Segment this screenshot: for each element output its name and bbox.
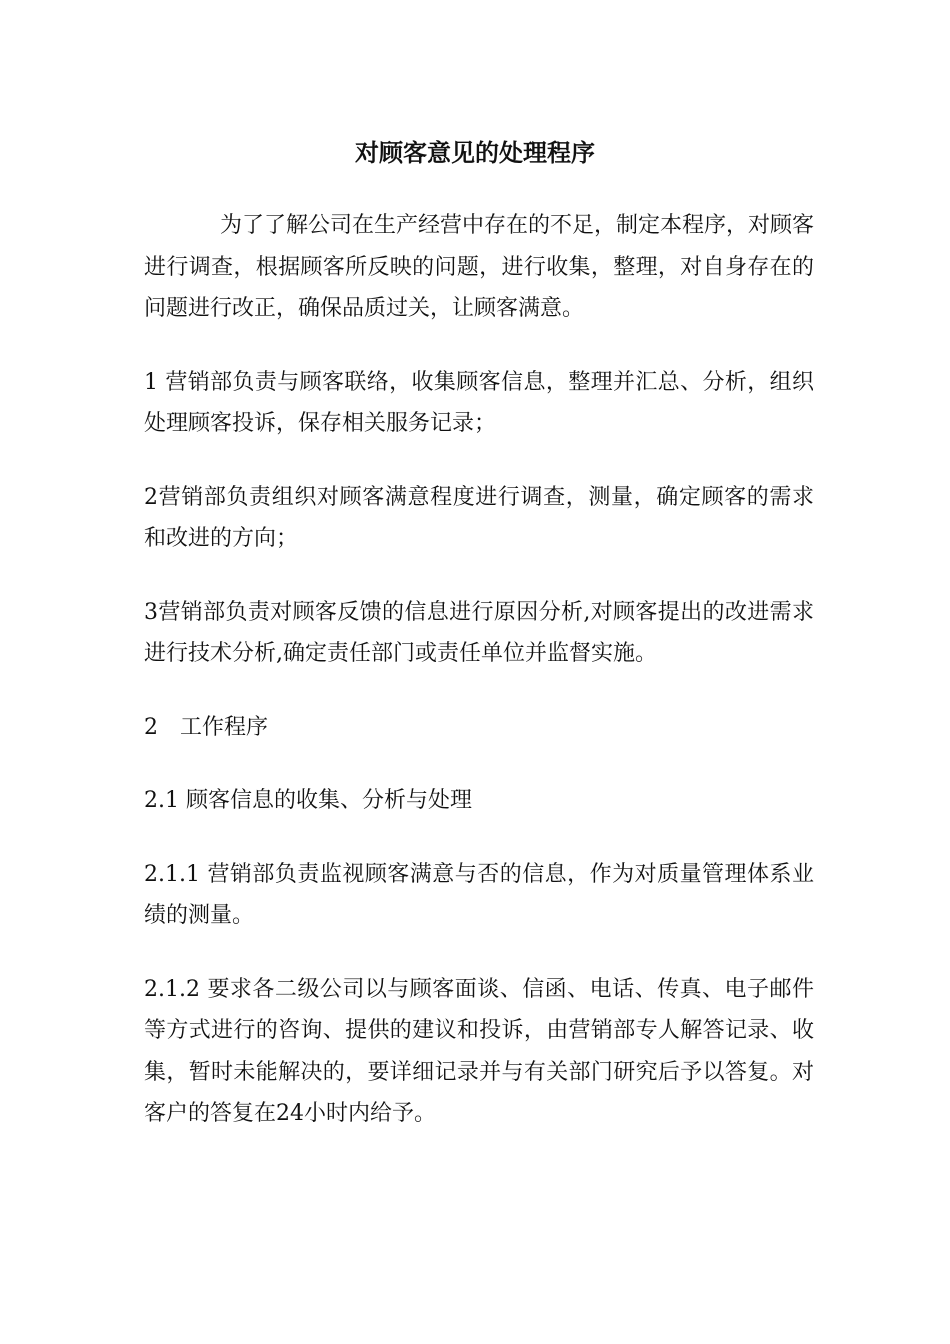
subsection-heading-2-1: 2.1 顾客信息的收集、分析与处理	[144, 788, 472, 813]
paragraph-2-1-1: 2.1.1 营销部负责监视顾客满意与否的信息，作为对质量管理体系业绩的测量。	[144, 861, 814, 928]
section-heading-work-procedure: 2 工作程序	[144, 714, 268, 740]
document-title: 对顾客意见的处理程序	[355, 139, 595, 167]
paragraph-responsibility-2: 2营销部负责组织对顾客满意程度进行调查，测量，确定顾客的需求和改进的方向；	[144, 484, 814, 551]
paragraph-responsibility-3: 3营销部负责对顾客反馈的信息进行原因分析,对顾客提出的改进需求进行技术分析,确定责任部门或责任单位并监督实施。	[144, 599, 814, 666]
paragraph-2-1-2: 2.1.2 要求各二级公司以与顾客面谈、信函、电话、传真、电子邮件等方式进行的咨询、提供的建议和投诉，由营销部专人解答记录、收集，暂时未能解决的，要详细记录并与有关部门研究后予以答复。对客户的答复在24小时内给予。	[144, 976, 814, 1126]
paragraph-responsibility-1: 1 营销部负责与顾客联络，收集顾客信息，整理并汇总、分析，组织处理顾客投诉，保存相关服务记录；	[144, 369, 814, 436]
intro-paragraph: 为了了解公司在生产经营中存在的不足，制定本程序，对顾客进行调查，根据顾客所反映的问题，进行收集，整理，对自身存在的问题进行改正，确保品质过关，让顾客满意。	[144, 213, 815, 321]
document-body	[144, 205, 814, 1135]
